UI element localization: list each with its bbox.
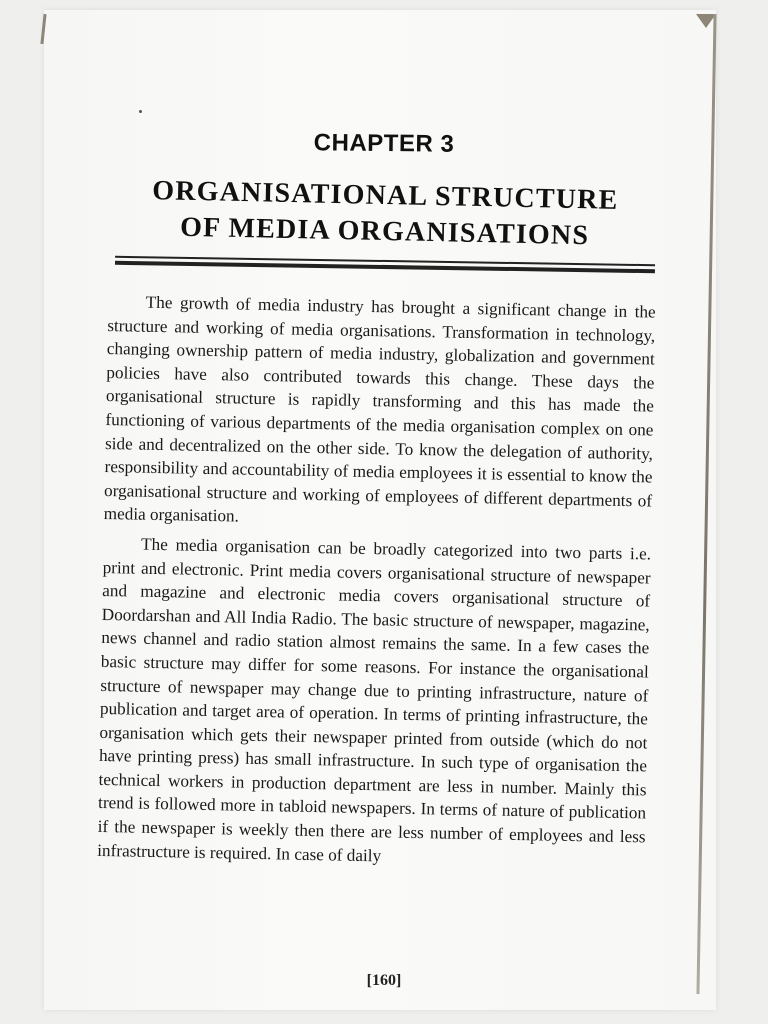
paragraph-1: The growth of media industry has brought a significant change in the structure and working of media organisations. Transformation in technology, changing ownership pattern of media industry, globalization and government policies have also contributed towards this change. These days the organisational structure is rapidly transforming and this has made the functioning of various departments of the media organisation complex on one side and decentralized on the other side. To know the delegation of authority, responsibility and accountability of media employees it is essential to know the organisational structure and working of employees of different departments of media organisation.: [103, 292, 656, 526]
chapter-title: [89, 172, 680, 256]
chapter-heading: CHAPTER 3: [313, 129, 455, 158]
body-text: [97, 290, 656, 879]
page-number: [160]: [366, 972, 402, 989]
ink-speck: [139, 110, 142, 113]
paragraph-2: The media organisation can be broadly categorized into two parts i.e. print and electronic. Print media covers organisational structure of newspaper and magazine and electronic media covers organisational structure of Doordarshan and All India Radio. The basic structure of newspaper, magazine, news channel and radio station almost remains the same. In a few cases the basic structure may differ for some reasons. For instance the organisational structure of newspaper may change due to printing infrastructure, nature of publication and target area of operation. In terms of printing infrastructure, the organisation which gets their newspaper printed from outside (which do not have printing press) has small infrastructure. In such type of organisation the technical workers in production department are less in number. Mainly this trend is followed more in tabloid newspapers. In terms of nature of publication if the newspaper is weekly then there are less number of employees and less infrastructure is required. In case of daily: [97, 534, 652, 866]
chapter-title-line-1: ORGANISATIONAL STRUCTURE: [151, 175, 619, 216]
chapter-title-line-2: OF MEDIA ORGANISATIONS: [179, 211, 590, 252]
